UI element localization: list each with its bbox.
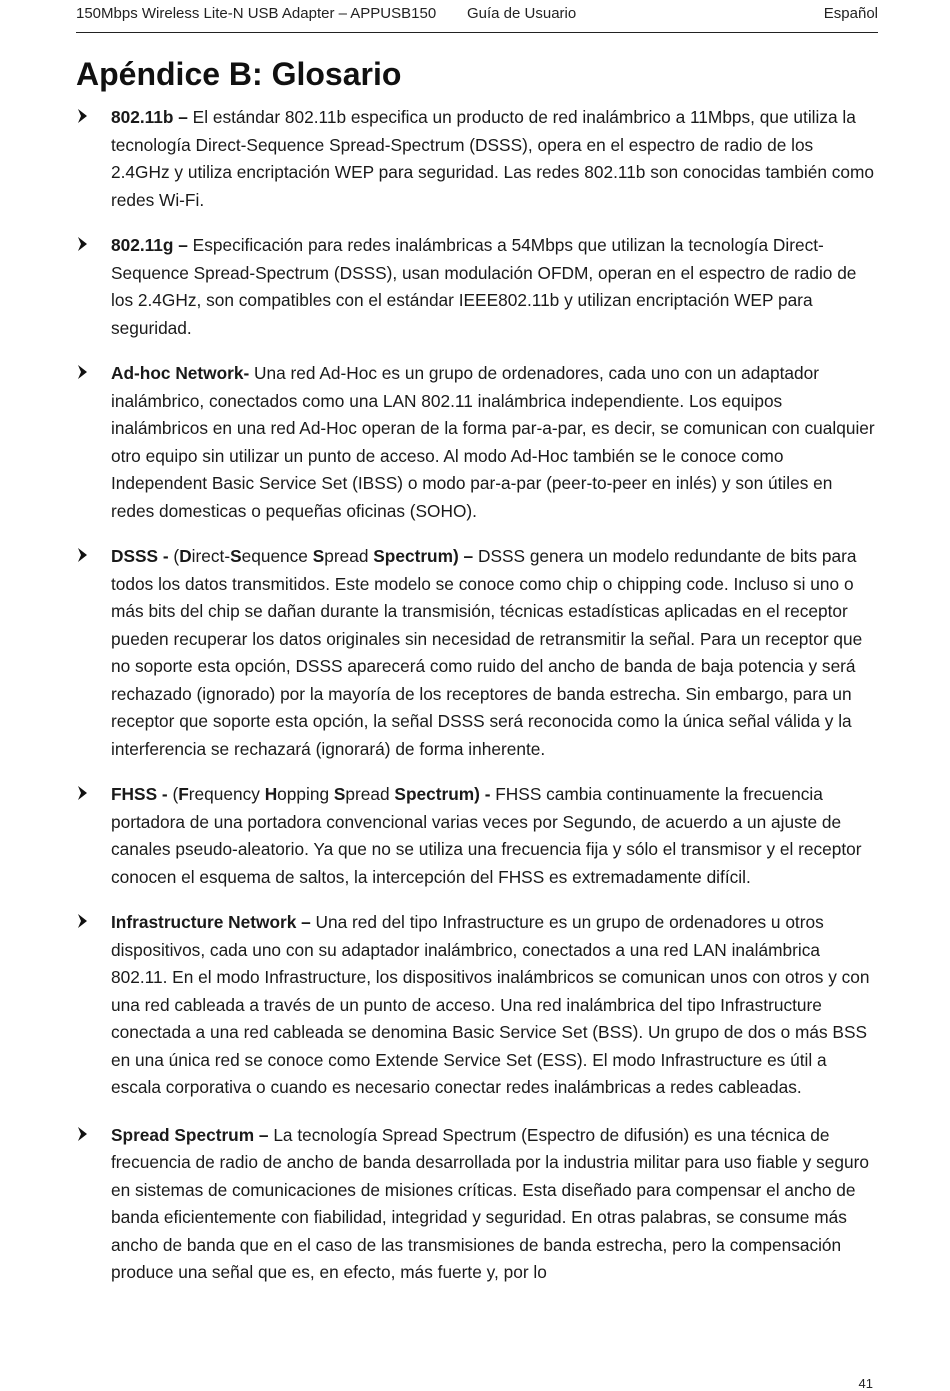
glossary-term: 802.11b – bbox=[111, 107, 188, 127]
page-title: Apéndice B: Glosario bbox=[76, 56, 402, 92]
arrow-bullet-icon bbox=[77, 107, 88, 125]
glossary-entry-802-11g bbox=[76, 232, 876, 342]
glossary-entry-ad-hoc-network bbox=[76, 360, 876, 525]
glossary-entry-dsss bbox=[76, 543, 876, 763]
arrow-bullet-icon bbox=[77, 912, 88, 930]
page-header bbox=[76, 2, 878, 33]
glossary-entry-spread-spectrum bbox=[76, 1122, 876, 1287]
glossary-definition: DSSS genera un modelo redundante de bits para todos los datos transmitidos. Este modelo se conoce como chip o chipping code. Incluso si uno o más bits del chip se dañan durante la transmisión, técnicas estadísticas aplicadas en el receptor pueden recuperar los datos originales sin necesidad de retransmitir la señal. Para un receptor que no soporte esta opción, DSSS aparecerá como ruido del ancho de banda de baja potencia y será rechazado (ignorado) por la mayoría de los receptores de banda estrecha. Sin embargo, para un receptor que soporte esta opción, la señal DSSS será reconocida como la única señal válida y la interferencia se rechazará (ignorará) de forma inherente. bbox=[111, 546, 863, 759]
arrow-bullet-icon bbox=[77, 784, 88, 802]
page-number: 41 bbox=[858, 1376, 873, 1391]
glossary-definition: Especificación para redes inalámbricas a 54Mbps que utilizan la tecnología Direct-Sequence Spread-Spectrum (DSSS), usan modulación OFDM, operan en el espectro de radio de los 2.4GHz, son compatibles con el estándar IEEE802.11b y utilizan encriptación WEP para seguridad. bbox=[111, 235, 857, 338]
glossary-entry-fhss bbox=[76, 781, 876, 891]
header-guide-title: Guía de Usuario bbox=[467, 5, 577, 22]
glossary-term: FHSS - bbox=[111, 784, 168, 804]
glossary-term: Spread Spectrum – bbox=[111, 1124, 269, 1145]
arrow-bullet-icon bbox=[77, 1125, 88, 1143]
glossary-definition: Una red Ad-Hoc es un grupo de ordenadores, cada uno con un adaptador inalámbrico, conectados como una LAN 802.11 inalámbrica independiente. Los equipos inalámbricos en una red Ad-Hoc operan de la forma par-a-par, es decir, se comunican con cualquier otro equipo sin utilizar un punto de acceso. Al modo Ad-Hoc también se le conoce como Independent Basic Service Set (IBSS) o modo par-a-par (peer-to-peer en inlés) y son útiles en redes domesticas o pequeñas oficinas (SOHO). bbox=[111, 363, 875, 521]
glossary-definition: Una red del tipo Infrastructure es un grupo de ordenadores u otros dispositivos, cada uno con su adaptador inalámbrico, conectados a una red LAN inalámbrica 802.11. En el modo Infrastructure, los dispositivos inalámbricos se comunican unos con otros y con una red cableada a través de un punto de acceso. Una red inalámbrica del tipo Infrastructure conectada a una red cableada se denomina Basic Service Set (BSS). Un grupo de dos o más BSS en una única red se conoce como Extende Service Set (ESS). El modo Infrastructure es útil a escala corporativa o cuando es necesario conectar redes inalámbricas a redes cableadas. bbox=[111, 912, 870, 1097]
glossary-term: DSSS - bbox=[111, 546, 169, 566]
glossary-list bbox=[76, 104, 876, 1305]
glossary-term: Infrastructure Network – bbox=[111, 912, 311, 932]
term-expansion: (Frequency Hopping Spread Spectrum) - bbox=[167, 784, 491, 804]
term-expansion: (Direct-Sequence Spread Spectrum) – bbox=[168, 546, 474, 566]
glossary-definition: El estándar 802.11b especifica un producto de red inalámbrico a 11Mbps, que utiliza la tecnología Direct-Sequence Spread-Spectrum (DSSS), opera en el espectro de radio de los 2.4GHz y utiliza encriptación WEP para seguridad. Las redes 802.11b son conocidas también como redes Wi-Fi. bbox=[111, 107, 875, 210]
header-language: Español bbox=[823, 5, 878, 22]
header-product-name: 150Mbps Wireless Lite-N USB Adapter – APPUSB150 bbox=[76, 5, 437, 22]
glossary-definition: La tecnología Spread Spectrum (Espectro de difusión) es una técnica de frecuencia de radio de ancho de banda desarrollada por la industria militar para uso fiable y seguro en sistemas de comunicaciones de misiones críticas. Esta diseñado para compensar el ancho de banda eficientemente con fiabilidad, integridad y seguridad. En otras palabras, se consume más ancho de banda que en el caso de las transmisiones de banda estrecha, pero la compensación produce una señal que es, en efecto, más fuerte y, por lo bbox=[111, 1124, 869, 1282]
arrow-bullet-icon bbox=[77, 363, 88, 381]
glossary-term: 802.11g – bbox=[111, 235, 188, 255]
glossary-term: Ad-hoc Network- bbox=[111, 363, 250, 383]
glossary-definition: FHSS cambia continuamente la frecuencia portadora de una portadora convencional varias veces por Segundo, de acuerdo a un ajuste de canales pseudo-aleatorio. Ya que no se utiliza una frecuencia fija y sólo el transmisor y el receptor conocen el esquema de saltos, la intercepción del FHSS es extremadamente difícil. bbox=[111, 784, 862, 887]
glossary-entry-infrastructure-network bbox=[76, 909, 876, 1102]
arrow-bullet-icon bbox=[77, 546, 88, 564]
glossary-entry-802-11b bbox=[76, 104, 876, 214]
arrow-bullet-icon bbox=[77, 235, 88, 253]
